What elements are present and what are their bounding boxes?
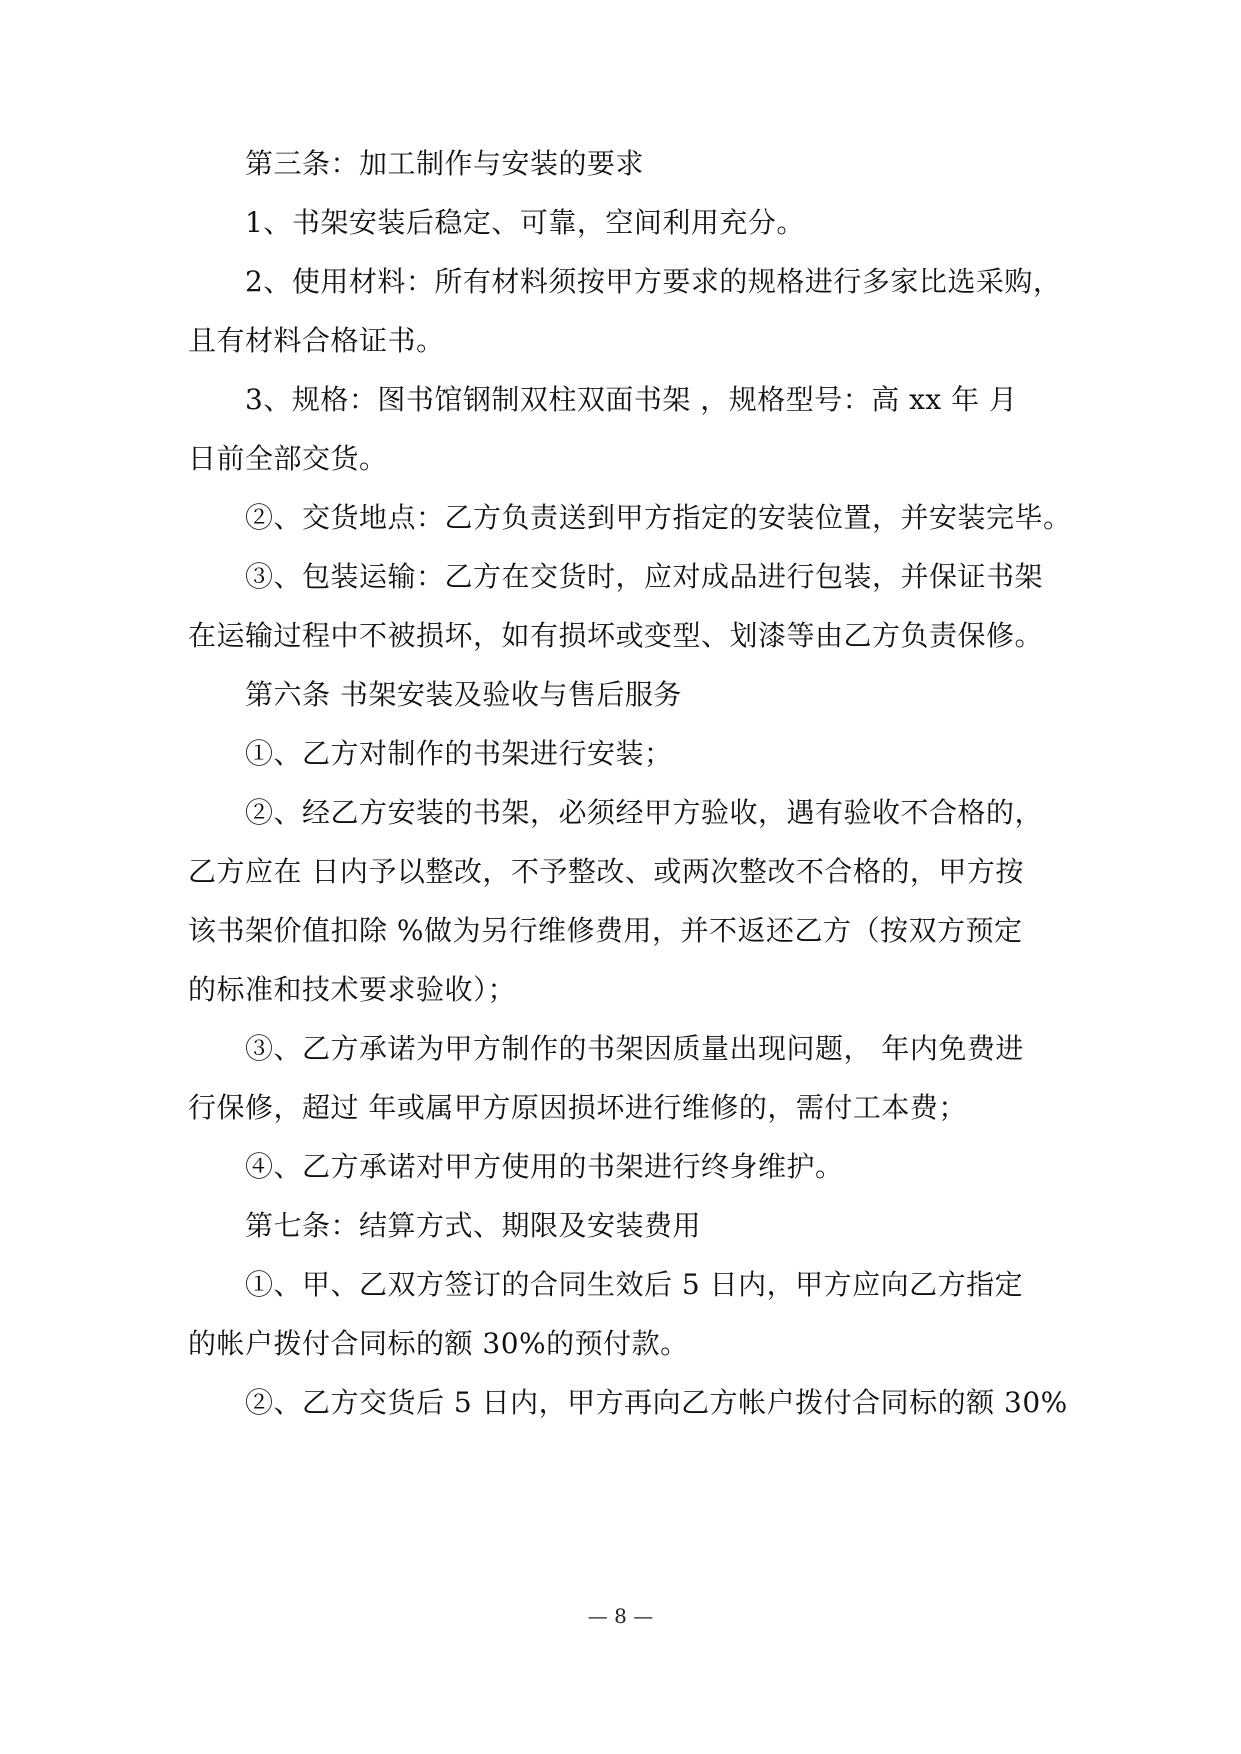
paragraph-line: 的帐户拨付合同标的额 30%的预付款。 (188, 1327, 689, 1360)
paragraph-line: 1、书架安装后稳定、可靠，空间利用充分。 (245, 206, 805, 239)
paragraph-line: 在运输过程中不被损坏，如有损坏或变型、划漆等由乙方负责保修。 (188, 619, 1044, 652)
paragraph-line: ①、乙方对制作的书架进行安装； (245, 737, 673, 770)
paragraph-line: ③、包装运输：乙方在交货时，应对成品进行包装，并保证书架 (245, 560, 1044, 593)
paragraph-line: ②、交货地点：乙方负责送到甲方指定的安装位置，并安装完毕。 (245, 501, 1072, 534)
paragraph-line: 的标准和技术要求验收）； (188, 973, 517, 1006)
paragraph-line: ②、乙方交货后 5 日内，甲方再向乙方帐户拨付合同标的额 30% (245, 1386, 1068, 1419)
article-7-heading: 第七条：结算方式、期限及安装费用 (245, 1209, 702, 1242)
page-number: — 8 — (587, 1604, 654, 1628)
paragraph-line: ④、乙方承诺对甲方使用的书架进行终身维护。 (245, 1150, 844, 1183)
paragraph-line: ③、乙方承诺为甲方制作的书架因质量出现问题， 年内免费进 (245, 1032, 1024, 1065)
paragraph-line: 日前全部交货。 (188, 442, 388, 475)
paragraph-line: 行保修，超过 年或属甲方原因损坏进行维修的，需付工本费； (188, 1091, 967, 1124)
paragraph-line: ②、经乙方安装的书架，必须经甲方验收，遇有验收不合格的， (245, 796, 1044, 829)
paragraph-line: 且有材料合格证书。 (188, 324, 445, 357)
article-6-heading: 第六条 书架安装及验收与售后服务 (245, 678, 682, 711)
paragraph-line: 该书架价值扣除 %做为另行维修费用，并不返还乙方（按双方预定 (188, 914, 1023, 947)
paragraph-line: 3、规格：图书馆钢制双柱双面书架 ，规格型号：高 xx 年 月 (245, 383, 1018, 416)
paragraph-line: ①、甲、乙双方签订的合同生效后 5 日内，甲方应向乙方指定 (245, 1268, 1024, 1301)
paragraph-line: 2、使用材料：所有材料须按甲方要求的规格进行多家比选采购， (245, 265, 1062, 298)
paragraph-line: 乙方应在 日内予以整改，不予整改、或两次整改不合格的，甲方按 (188, 855, 1024, 888)
article-3-heading: 第三条：加工制作与安装的要求 (245, 147, 645, 180)
